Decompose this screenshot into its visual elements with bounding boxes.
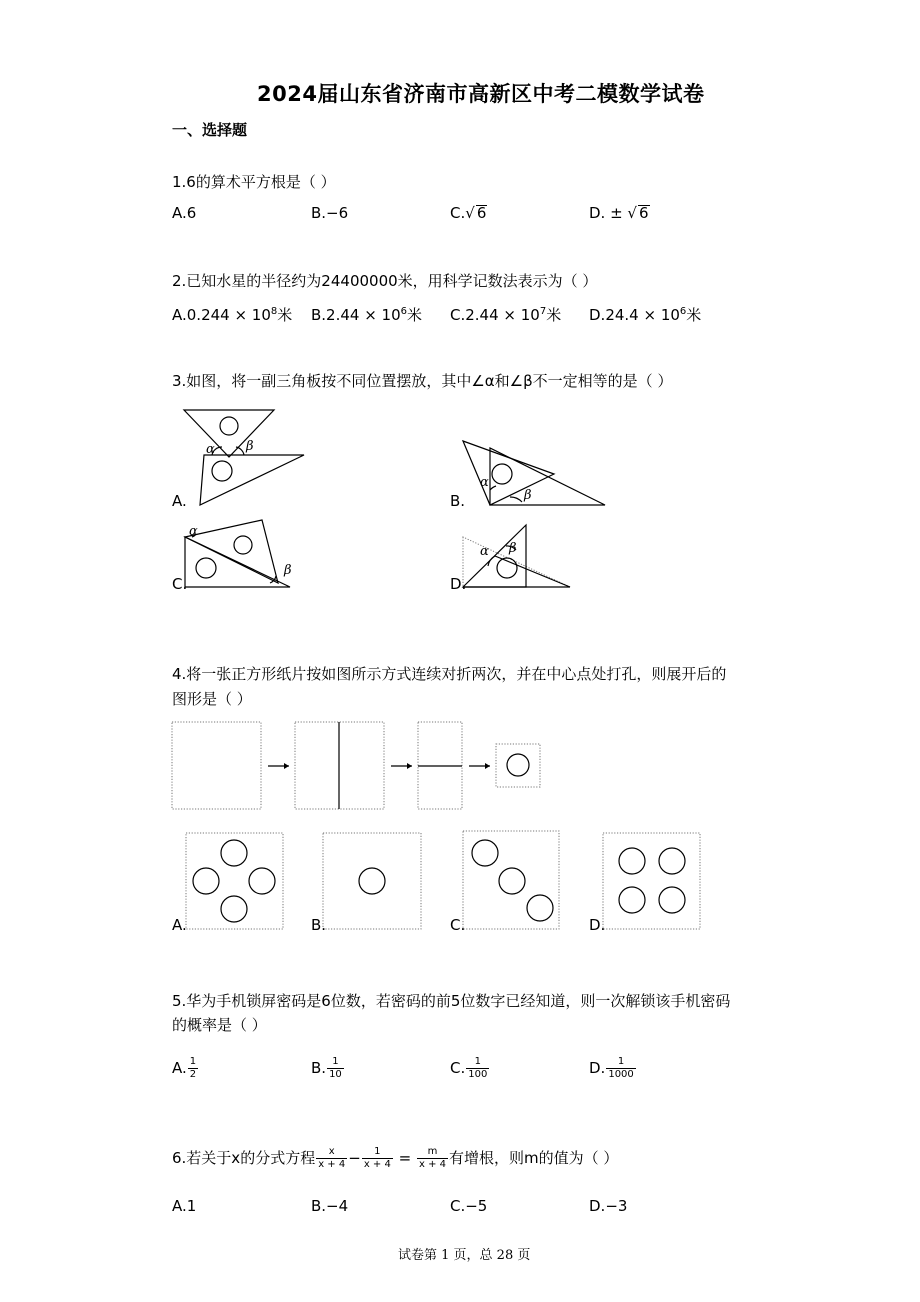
page-title: 2024届山东省济南市高新区中考二模数学试卷	[257, 82, 705, 106]
q6-minus: −	[348, 1149, 361, 1167]
q6-option-d: D.−3	[589, 1197, 628, 1215]
q1-option-c-radicand: 6	[476, 204, 487, 222]
q5-a-den: 2	[189, 1069, 197, 1080]
q2-a-unit: 米	[277, 306, 293, 324]
q2-d-base: D.24.4 × 10	[589, 306, 680, 324]
q1-option-a: A.6	[172, 204, 197, 222]
q4-option-a: A.	[172, 916, 187, 934]
q6-f1-den: x + 4	[318, 1159, 346, 1170]
q2-b-exp: 6	[400, 306, 408, 317]
q2-b-unit: 米	[407, 306, 423, 324]
q5-b-den: 10	[329, 1069, 342, 1080]
page-footer: 试卷第 1 页，总 28 页	[398, 1248, 531, 1263]
q2-b-base: B.2.44 × 10	[311, 306, 401, 324]
q6-f3-num: m	[417, 1146, 448, 1159]
q1-stem: 1.6的算术平方根是（ ）	[172, 173, 336, 191]
q3d-alpha: α	[480, 544, 489, 559]
q1-option-d-label: D. ±	[589, 204, 623, 222]
q1-option-c-label: C.	[450, 204, 466, 222]
q2-c-base: C.2.44 × 10	[450, 306, 540, 324]
q6-f2-den: x + 4	[363, 1159, 391, 1170]
q6-fraction-1	[316, 1146, 347, 1171]
q3-option-d: D.	[450, 575, 467, 593]
q6-equals: =	[398, 1149, 412, 1167]
q6-stem-prefix: 6.若关于x的分式方程	[172, 1149, 316, 1167]
q5-option-c	[450, 1056, 490, 1081]
q3b-alpha: α	[480, 475, 489, 490]
q2-c-unit: 米	[546, 306, 562, 324]
q3a-beta: β	[246, 439, 254, 454]
q2-stem: 2.已知水星的半径约为24400000米，用科学记数法表示为（ ）	[172, 272, 598, 290]
q5-a-label: A.	[172, 1059, 187, 1077]
q1-option-b: B.−6	[311, 204, 349, 222]
q6-f3-den: x + 4	[418, 1159, 447, 1170]
q6-fraction-3	[417, 1146, 448, 1171]
q5-option-b	[311, 1056, 345, 1081]
q5-stem-line1: 5.华为手机锁屏密码是6位数，若密码的前5位数字已经知道，则一次解锁该手机密码	[172, 992, 731, 1010]
q5-d-num: 1	[606, 1056, 635, 1069]
q2-d-unit: 米	[686, 306, 702, 324]
q5-d-den: 1000	[608, 1069, 634, 1080]
q3d-beta: β	[509, 541, 517, 556]
q5-b-label: B.	[311, 1059, 327, 1077]
q1-option-c: C.√ 6	[450, 204, 487, 222]
q3c-alpha: α	[189, 524, 198, 539]
q3c-beta: β	[284, 563, 292, 578]
q5-d-fraction	[606, 1056, 635, 1081]
q6-fraction-2	[362, 1146, 393, 1171]
q5-c-fraction	[466, 1056, 489, 1081]
q5-option-a	[172, 1056, 199, 1081]
q3-option-c: C.	[172, 575, 188, 593]
q5-c-den: 100	[468, 1069, 488, 1080]
q6-option-b: B.−4	[311, 1197, 349, 1215]
q1-option-d: D. ± √ 6	[589, 204, 649, 222]
q1-option-d-radicand: 6	[638, 204, 649, 222]
q2-a-exp: 8	[270, 306, 278, 317]
q3-option-a: A.	[172, 492, 187, 510]
q5-a-fraction	[188, 1056, 198, 1081]
q5-a-num: 1	[189, 1056, 197, 1067]
q2-c-exp: 7	[539, 306, 547, 317]
q4-option-b: B.	[311, 916, 327, 934]
q4-option-d: D.	[589, 916, 606, 934]
q3b-beta: β	[524, 488, 532, 503]
q4-stem-line1: 4.将一张正方形纸片按如图所示方式连续对折两次，并在中心点处打孔，则展开后的	[172, 665, 727, 683]
q3-stem: 3.如图，将一副三角板按不同位置摆放，其中∠α和∠β不一定相等的是（ ）	[172, 372, 673, 390]
q5-c-label: C.	[450, 1059, 466, 1077]
q6-f1-num: x	[316, 1146, 347, 1159]
q6-option-c: C.−5	[450, 1197, 488, 1215]
q5-c-num: 1	[466, 1056, 489, 1069]
q4-option-c: C.	[450, 916, 466, 934]
q6-option-a: A.1	[172, 1197, 197, 1215]
q5-option-d	[589, 1056, 637, 1081]
q5-b-fraction	[327, 1056, 344, 1081]
q4-stem-line2: 图形是（ ）	[172, 690, 252, 708]
q6-f2-num: 1	[362, 1146, 393, 1159]
q6-stem-suffix: 有增根，则m的值为（ ）	[449, 1149, 619, 1167]
section-heading: 一、选择题	[172, 121, 248, 139]
q5-b-num: 1	[327, 1056, 344, 1069]
q5-stem-line2: 的概率是（ ）	[172, 1016, 267, 1034]
q6-stem	[172, 1146, 618, 1171]
q5-d-label: D.	[589, 1059, 606, 1077]
q3-option-b: B.	[450, 492, 466, 510]
q3a-alpha: α	[206, 442, 215, 457]
q2-a-base: A.0.244 × 10	[172, 306, 271, 324]
q2-d-exp: 6	[679, 306, 687, 317]
